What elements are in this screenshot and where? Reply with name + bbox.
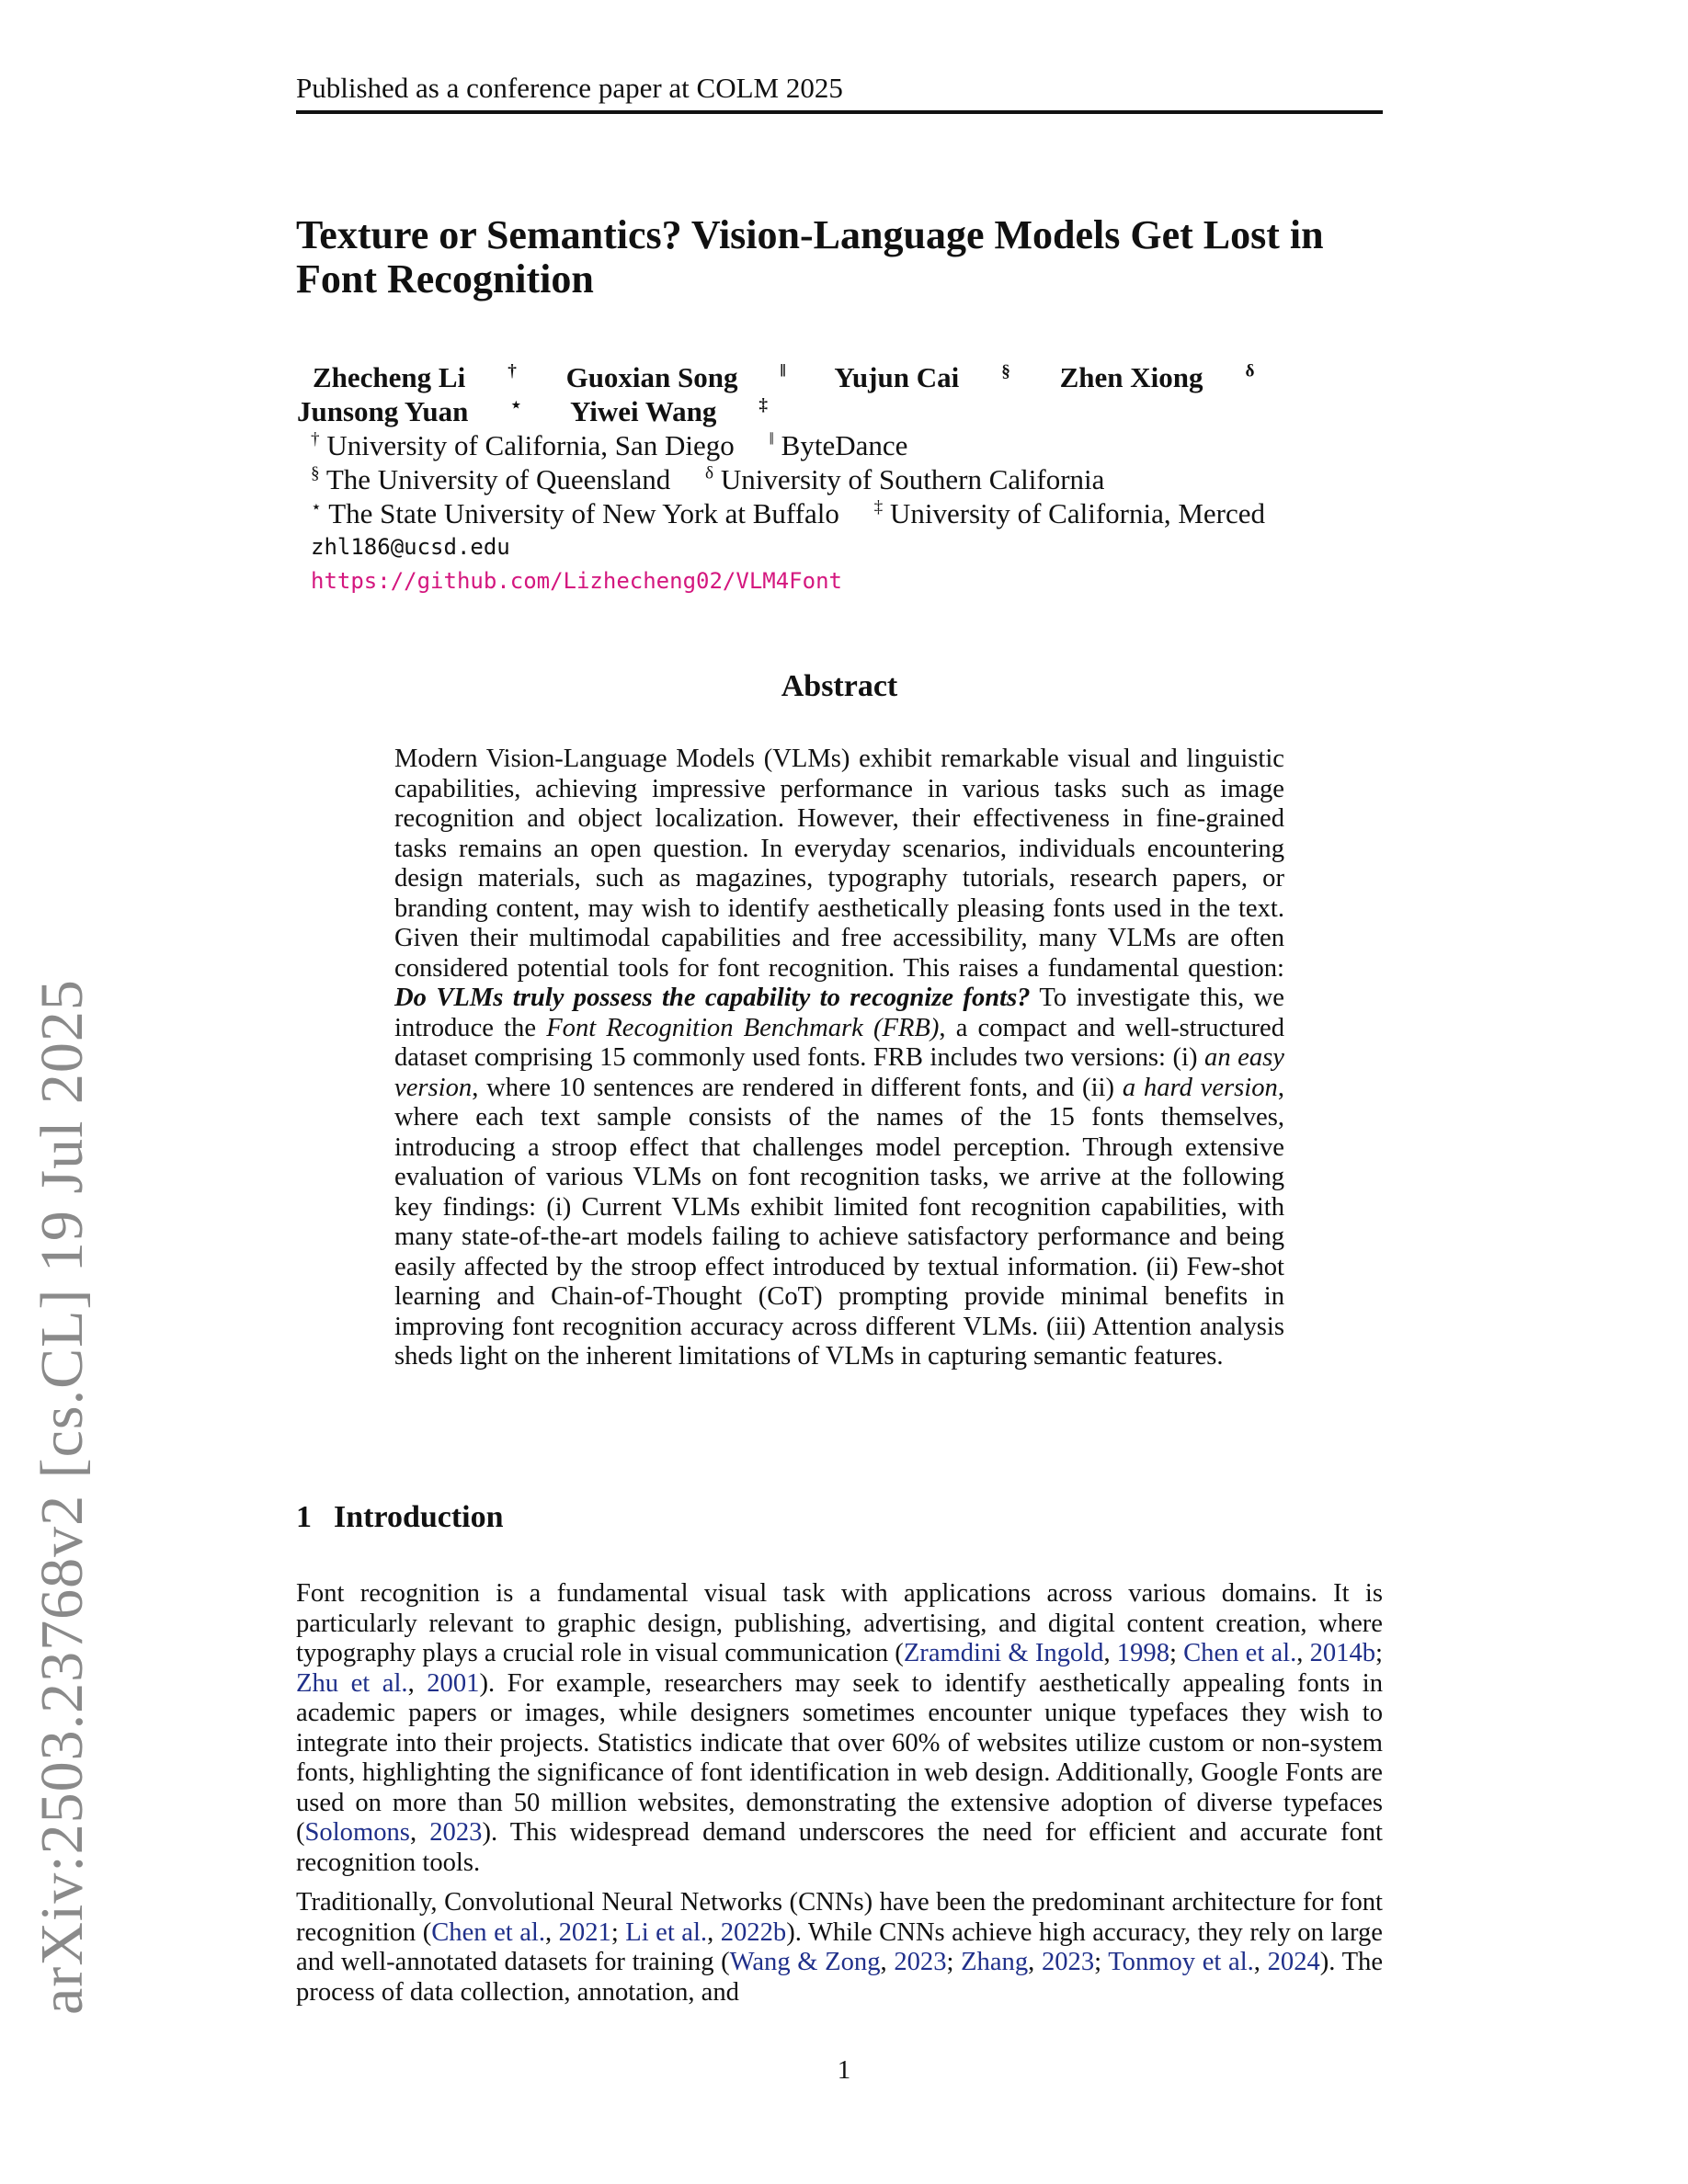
- author-name: Yujun Cai: [834, 361, 960, 393]
- affiliation: [311, 429, 735, 461]
- hard-version-term: a hard version: [1122, 1073, 1278, 1102]
- abstract-text: To investigate this, we introduce the: [394, 984, 1284, 1042]
- abstract-heading: Abstract: [781, 669, 898, 703]
- affiliation-text: University of Southern California: [720, 463, 1105, 495]
- citation-separator: ,: [707, 1917, 721, 1947]
- citation-link[interactable]: 2014b: [1309, 1639, 1376, 1667]
- author-name: Yiwei Wang: [570, 395, 717, 427]
- citation-link[interactable]: Solomons: [304, 1818, 410, 1847]
- paper-title: Texture or Semantics? Vision-Language Models Get Lost in Font Recognition: [296, 212, 1324, 301]
- paragraph-text: Traditionally, Convolutional Neural Networks (CNNs) have been the predominant architecture for font recognition (: [296, 1888, 1383, 1947]
- section-title: Introduction: [334, 1500, 504, 1534]
- citation-link[interactable]: 1998: [1116, 1639, 1169, 1667]
- abstract-body: [394, 745, 1284, 1372]
- paragraph-text: Font recognition is a fundamental visual task with applications across various domains. It is particularly relevant to graphic design, publishing, advertising, and digital content creation, where typography plays a crucial role in visual communication (: [296, 1579, 1383, 1667]
- citation-separator: ,: [880, 1948, 895, 1976]
- affiliation-text: The University of Queensland: [325, 463, 671, 495]
- running-header: Published as a conference paper at COLM 2025: [296, 70, 1383, 114]
- affiliation-mark: §: [311, 463, 320, 483]
- citation-link[interactable]: Li et al.: [625, 1917, 708, 1947]
- citation-separator: ;: [610, 1917, 626, 1947]
- author: [570, 395, 768, 427]
- citation-link[interactable]: 2024: [1267, 1948, 1320, 1976]
- author: [1060, 361, 1255, 393]
- paragraph-text: ). For example, researchers may seek to identify aesthetically appealing fonts in academic papers or images, while designers sometimes encounter unique typefaces they wish to integrate into their projects. Statistics indicate that over 60% of websites utilize custom or non-system fonts, highlighting the significance of font identification in web design. Additionally, Google Fonts are used on more than 50 million websites, demonstrating the extensive adoption of diverse typefaces (: [296, 1668, 1384, 1847]
- citation-link[interactable]: 2023: [1041, 1948, 1095, 1976]
- citation-link[interactable]: Wang & Zong: [729, 1948, 881, 1976]
- paragraph-text: ). This widespread demand underscores the need for efficient and accurate font recognition tools.: [296, 1818, 1384, 1877]
- affiliation: [705, 463, 1104, 495]
- arxiv-stamp-text: arXiv:2503.23768v2 [cs.CL] 19 Jul 2025: [29, 979, 96, 2015]
- affiliation: [311, 463, 670, 495]
- abstract-question: Do VLMs truly possess the capability to recognize fonts?: [394, 984, 1031, 1012]
- citation-separator: ,: [1296, 1639, 1310, 1667]
- affiliation-text: University of California, San Diego: [326, 429, 735, 461]
- author-email: zhl186@ucsd.edu: [311, 534, 510, 560]
- citation-separator: ;: [946, 1948, 962, 1976]
- page-number: 1: [837, 2055, 851, 2085]
- affiliation: [770, 429, 908, 461]
- intro-paragraph-2: [296, 1888, 1383, 2008]
- author-name: Zhen Xiong: [1059, 361, 1203, 393]
- citation-link[interactable]: Zhu et al.: [296, 1668, 408, 1698]
- citation-link[interactable]: Tonmoy et al.: [1108, 1948, 1254, 1976]
- affiliation-mark: δ: [705, 463, 714, 483]
- citation-separator: ;: [1375, 1639, 1383, 1667]
- paragraph-text: ). While CNNs achieve high accuracy, they rely on large and well-annotated datasets for training (: [296, 1917, 1383, 1976]
- author-name: Guoxian Song: [565, 361, 738, 393]
- author-name: Zhecheng Li: [313, 361, 466, 393]
- section-heading-introduction: [296, 1500, 1383, 1535]
- citation-link[interactable]: 2023: [429, 1818, 483, 1847]
- author-line-2: [297, 394, 1397, 428]
- abstract-text: , a compact and well-structured dataset comprising 15 commonly used fonts. FRB includes two versions: (i): [394, 1013, 1284, 1072]
- affiliation-mark: §: [1001, 361, 1010, 381]
- citation-link[interactable]: 2022b: [720, 1917, 787, 1947]
- paragraph-text: ). The process of data collection, annotation, and: [296, 1948, 1384, 2007]
- intro-paragraph-1: [296, 1579, 1383, 1878]
- author: [297, 395, 521, 427]
- citation-separator: ;: [1094, 1948, 1109, 1976]
- benchmark-name: Font Recognition Benchmark (FRB): [546, 1013, 940, 1042]
- citation-link[interactable]: Chen et al.: [1183, 1639, 1297, 1667]
- affiliation-text: University of California, Merced: [889, 497, 1266, 529]
- citation-link[interactable]: 2021: [558, 1917, 611, 1947]
- citation-link[interactable]: Chen et al.: [431, 1917, 545, 1947]
- affiliation: [874, 497, 1265, 529]
- affiliation-mark: ‡: [758, 395, 769, 415]
- abstract-text: Modern Vision-Language Models (VLMs) exhibit remarkable visual and linguistic capabilities, achieving impressive performance in various tasks such as image recognition and object localization. However, their effectiveness in fine-grained tasks remains an open question. In everyday scenarios, individuals encountering design materials, such as magazines, typography tutorials, research papers, or branding content, may wish to identify aesthetically pleasing fonts used in the text. Given their multimodal capabilities and free accessibility, many VLMs are often considered potential tools for font recognition. This raises a fundamental question:: [394, 745, 1284, 983]
- affiliation-mark: ⋆: [510, 395, 522, 415]
- citation-link[interactable]: Zramdini & Ingold: [903, 1639, 1104, 1667]
- affiliation-text: ByteDance: [781, 429, 908, 461]
- citation-separator: ,: [1028, 1948, 1042, 1976]
- citation-separator: ;: [1169, 1639, 1184, 1667]
- affiliation-mark: ⋆: [311, 497, 323, 518]
- author: [834, 361, 1009, 393]
- citation-link[interactable]: 2023: [894, 1948, 947, 1976]
- author: [313, 361, 517, 393]
- affiliation-mark: δ: [1245, 361, 1255, 381]
- citation-separator: ,: [407, 1668, 428, 1698]
- abstract-text: , where 10 sentences are rendered in different fonts, and (ii): [472, 1073, 1123, 1102]
- author-name: Junsong Yuan: [297, 395, 469, 427]
- citation-separator: ,: [1103, 1639, 1117, 1667]
- github-link[interactable]: https://github.com/Lizhecheng02/VLM4Font: [311, 568, 842, 594]
- easy-version-term: an easy version: [394, 1043, 1284, 1102]
- citation-separator: ,: [409, 1818, 430, 1847]
- abstract-text: , where each text sample consists of the names of the 15 fonts themselves, introducing a stroop effect that challenges model perception. Through extensive evaluation of various VLMs on font recognition tasks, we arrive at the following key findings: (i) Current VLMs exhibit limited font recognition capabilities, with many state-of-the-art models failing to achieve satisfactory performance and being easily affected by the stroop effect introduced by textual information. (ii) Few-shot learning and Chain-of-Thought (CoT) prompting provide minimal benefits in improving font recognition accuracy across different VLMs. (iii) Attention analysis sheds light on the inherent limitations of VLMs in capturing semantic features.: [394, 1073, 1285, 1371]
- affiliation-line: [311, 496, 1397, 530]
- affiliation-line: [311, 428, 1397, 462]
- citation-link[interactable]: Zhang: [961, 1948, 1029, 1976]
- affiliation: [311, 497, 839, 529]
- affiliation-mark: †: [311, 429, 320, 449]
- citation-link[interactable]: 2001: [427, 1668, 480, 1698]
- affiliation-mark: ‖: [769, 429, 774, 449]
- author-block: [297, 360, 1397, 598]
- author-line-1: [313, 360, 1397, 394]
- citation-separator: ,: [1253, 1948, 1268, 1976]
- citation-separator: ,: [544, 1917, 559, 1947]
- affiliation-mark: ‖: [780, 361, 786, 381]
- affiliation-text: The State University of New York at Buffalo: [328, 497, 839, 529]
- section-number: 1: [296, 1500, 312, 1534]
- affiliation-line: [311, 462, 1397, 496]
- author: [566, 361, 786, 393]
- affiliation-mark: ‡: [873, 497, 884, 518]
- affiliation-mark: †: [508, 361, 517, 381]
